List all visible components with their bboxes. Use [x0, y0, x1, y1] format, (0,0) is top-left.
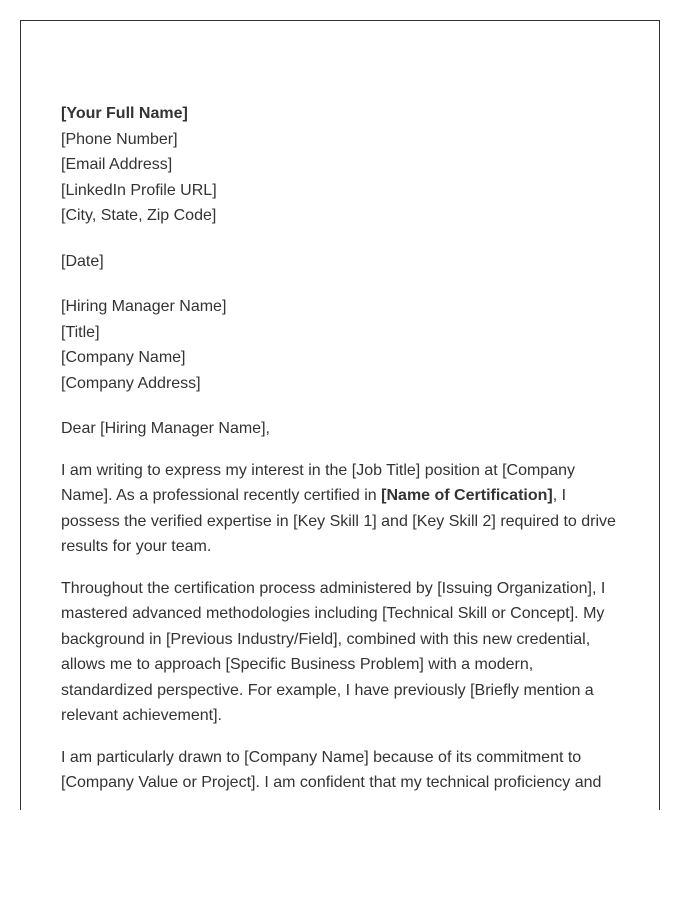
recipient-block — [61, 294, 621, 396]
paragraph-1 — [61, 458, 621, 560]
sender-email: [Email Address] — [61, 156, 173, 173]
salutation: Dear [Hiring Manager Name], — [61, 420, 270, 437]
recipient-company-name: [Company Name] — [61, 349, 186, 366]
paragraph-3: I am particularly drawn to [Company Name] because of its commitment to [Company Value or Project]. I am confident that my technical proficiency and — [61, 748, 602, 791]
letter-date: [Date] — [61, 252, 104, 270]
paragraph-2: Throughout the certification process administered by [Issuing Organization], I mastered advanced methodologies including [Technical Skill or Concept]. My background in [Previous Industry/Field], combined with this new credential, allows me to approach [Specific Business Problem] with a modern, standardized perspective. For example, I have previously [Briefly mention a relevant achievement]. — [61, 579, 606, 724]
certification-name: [Name of Certification] — [381, 487, 553, 504]
paragraph-1-start: I am writing to express my interest in the [Job Title] position at [Company Name]. As a professional recently certified in — [61, 461, 575, 504]
sender-linkedin: [LinkedIn Profile URL] — [61, 181, 217, 199]
sender-full-name: [Your Full Name] — [61, 105, 188, 122]
recipient-manager-name: [Hiring Manager Name] — [61, 298, 227, 315]
recipient-title: [Title] — [61, 323, 100, 341]
sender-block — [61, 101, 621, 229]
recipient-company-address: [Company Address] — [61, 374, 201, 392]
letter-page — [20, 20, 660, 810]
date-block — [61, 249, 621, 275]
letter-content — [61, 101, 621, 810]
paragraph-1-end: , I possess the verified expertise in [Key Skill 1] and [Key Skill 2] required to drive results for your team. — [61, 487, 616, 555]
sender-phone: [Phone Number] — [61, 130, 178, 148]
sender-location: [City, State, Zip Code] — [61, 207, 217, 224]
